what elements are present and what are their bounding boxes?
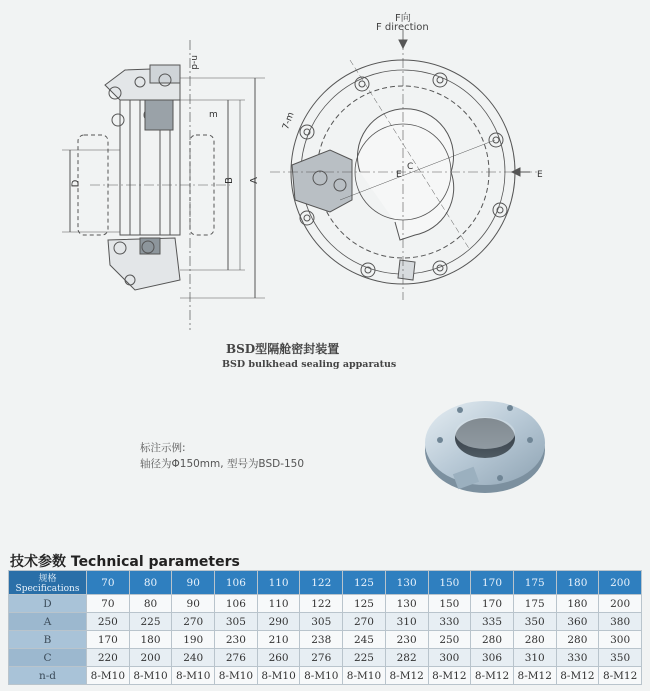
table-cell: 130: [385, 595, 428, 613]
table-cell: 350: [599, 649, 642, 667]
table-cell: 8-M12: [471, 667, 514, 685]
example-heading: 标注示例:: [140, 442, 186, 454]
table-cell: 8-M12: [385, 667, 428, 685]
table-cell: 290: [257, 613, 300, 631]
table-cell: 310: [385, 613, 428, 631]
table-cell: 280: [471, 631, 514, 649]
header-spec-106: 106: [215, 571, 258, 595]
table-cell: 276: [215, 649, 258, 667]
drawing-caption-cn: BSD型隔舱密封装置: [226, 342, 340, 356]
table-cell: 330: [428, 613, 471, 631]
table-cell: 8-M12: [556, 667, 599, 685]
table-cell: 170: [471, 595, 514, 613]
dim-7m-label: 7-m: [281, 110, 297, 132]
dim-A-label: A: [248, 177, 260, 184]
table-cell: 210: [257, 631, 300, 649]
table-cell: 8-M10: [215, 667, 258, 685]
table-cell: 8-M10: [343, 667, 386, 685]
table-cell: 250: [428, 631, 471, 649]
dim-B-label: B: [223, 177, 235, 184]
table-cell: 150: [428, 595, 471, 613]
table-cell: 8-M10: [300, 667, 343, 685]
table-cell: 276: [300, 649, 343, 667]
table-cell: 245: [343, 631, 386, 649]
table-cell: 280: [513, 631, 556, 649]
table-cell: 300: [428, 649, 471, 667]
table-cell: 360: [556, 613, 599, 631]
header-spec-200: 200: [599, 571, 642, 595]
table-cell: 305: [215, 613, 258, 631]
header-spec-175: 175: [513, 571, 556, 595]
header-spec-122: 122: [300, 571, 343, 595]
table-row: [9, 631, 642, 649]
table-cell: 170: [87, 631, 130, 649]
table-cell: 282: [385, 649, 428, 667]
table-cell: 335: [471, 613, 514, 631]
header-spec-90: 90: [172, 571, 215, 595]
table-cell: 175: [513, 595, 556, 613]
dim-nd-label: n-d: [189, 55, 199, 70]
table-cell: 190: [172, 631, 215, 649]
section-view: [62, 40, 265, 330]
header-spec-110: 110: [257, 571, 300, 595]
table-cell: 330: [556, 649, 599, 667]
table-cell: 110: [257, 595, 300, 613]
table-cell: 122: [300, 595, 343, 613]
row-label: n-d: [9, 667, 87, 685]
table-cell: 240: [172, 649, 215, 667]
f-direction-en: F direction: [376, 22, 429, 33]
header-spec-label: 规格 Specifications: [9, 571, 87, 595]
example-text: 轴径为Φ150mm, 型号为BSD-150: [140, 458, 305, 470]
table-cell: 220: [87, 649, 130, 667]
header-spec-170: 170: [471, 571, 514, 595]
table-row: [9, 649, 642, 667]
row-label: A: [9, 613, 87, 631]
dim-E-label: E: [396, 170, 402, 180]
table-cell: 8-M12: [513, 667, 556, 685]
table-cell: 306: [471, 649, 514, 667]
table-cell: 180: [129, 631, 172, 649]
f-direction-cn: F向: [395, 13, 411, 24]
table-cell: 230: [215, 631, 258, 649]
table-cell: 8-M12: [599, 667, 642, 685]
drawing-caption-en: BSD bulkhead sealing apparatus: [222, 359, 397, 370]
row-label: B: [9, 631, 87, 649]
table-cell: 8-M10: [129, 667, 172, 685]
table-cell: 8-M12: [428, 667, 471, 685]
table-cell: 200: [599, 595, 642, 613]
table-cell: 238: [300, 631, 343, 649]
table-cell: 70: [87, 595, 130, 613]
table-cell: 380: [599, 613, 642, 631]
table-cell: 270: [343, 613, 386, 631]
row-label: C: [9, 649, 87, 667]
header-spec-180: 180: [556, 571, 599, 595]
dim-C-label: C: [407, 162, 414, 172]
table-cell: 305: [300, 613, 343, 631]
technical-parameters-table: [8, 570, 642, 685]
table-cell: 80: [129, 595, 172, 613]
table-cell: 8-M10: [172, 667, 215, 685]
header-spec-130: 130: [385, 571, 428, 595]
table-cell: 250: [87, 613, 130, 631]
table-cell: 8-M10: [87, 667, 130, 685]
table-cell: 225: [129, 613, 172, 631]
header-spec-80: 80: [129, 571, 172, 595]
table-cell: 125: [343, 595, 386, 613]
table-cell: 230: [385, 631, 428, 649]
table-row: [9, 667, 642, 685]
header-spec-70: 70: [87, 571, 130, 595]
table-cell: 260: [257, 649, 300, 667]
table-cell: 90: [172, 595, 215, 613]
table-row: [9, 595, 642, 613]
dim-m-label: m: [209, 110, 218, 120]
table-header-row: [9, 571, 642, 595]
table-cell: 106: [215, 595, 258, 613]
table-cell: 8-M10: [257, 667, 300, 685]
table-cell: 280: [556, 631, 599, 649]
section-title: 技术参数 Technical parameters: [10, 554, 240, 570]
table-cell: 300: [599, 631, 642, 649]
dim-E-right-label: E: [537, 170, 543, 180]
dim-D-label: D: [70, 179, 82, 188]
table-cell: 225: [343, 649, 386, 667]
table-row: [9, 613, 642, 631]
table-cell: 270: [172, 613, 215, 631]
face-view: [270, 30, 540, 300]
table-cell: 310: [513, 649, 556, 667]
table-cell: 180: [556, 595, 599, 613]
header-spec-125: 125: [343, 571, 386, 595]
table-cell: 350: [513, 613, 556, 631]
table-cell: 200: [129, 649, 172, 667]
row-label: D: [9, 595, 87, 613]
header-spec-150: 150: [428, 571, 471, 595]
